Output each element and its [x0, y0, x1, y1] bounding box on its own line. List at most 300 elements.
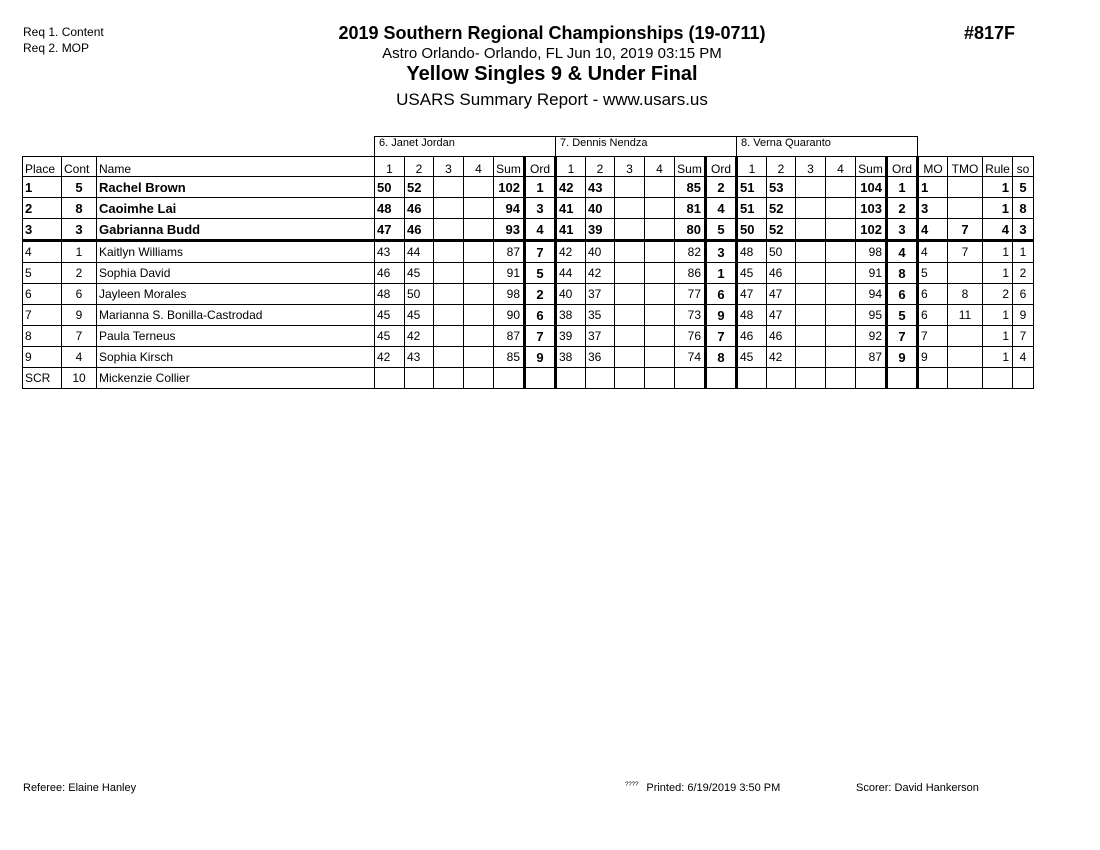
score-cell — [615, 368, 645, 389]
place-cell: 3 — [23, 219, 62, 241]
score-cell — [464, 263, 494, 284]
col-header-judge-8-ord: Ord — [887, 157, 918, 177]
column-header-row — [23, 157, 1034, 177]
so-cell: 7 — [1013, 326, 1034, 347]
rule-cell: 1 — [983, 263, 1013, 284]
score-cell — [796, 263, 826, 284]
sum-cell — [494, 368, 525, 389]
sum-cell: 98 — [856, 241, 887, 263]
score-cell — [796, 326, 826, 347]
score-cell: 41 — [556, 198, 586, 219]
col-header-judge-8-1: 1 — [737, 157, 767, 177]
contestant-cell: 4 — [62, 347, 97, 368]
score-cell — [434, 198, 464, 219]
sum-cell: 80 — [675, 219, 706, 241]
score-cell: 42 — [767, 347, 796, 368]
mo-cell: 4 — [918, 219, 948, 241]
score-cell: 43 — [586, 177, 615, 198]
sum-cell: 82 — [675, 241, 706, 263]
place-cell: 2 — [23, 198, 62, 219]
so-cell: 5 — [1013, 177, 1034, 198]
judge-header-row — [23, 137, 1034, 157]
ordinal-cell: 2 — [525, 284, 556, 305]
score-cell — [645, 368, 675, 389]
score-cell — [615, 177, 645, 198]
ordinal-cell: 8 — [887, 263, 918, 284]
so-cell — [1013, 368, 1034, 389]
mo-cell: 3 — [918, 198, 948, 219]
score-cell — [615, 284, 645, 305]
ordinal-cell: 6 — [706, 284, 737, 305]
score-cell — [434, 347, 464, 368]
ordinal-cell: 7 — [525, 326, 556, 347]
score-cell — [464, 241, 494, 263]
score-cell: 42 — [375, 347, 405, 368]
score-cell: 42 — [556, 177, 586, 198]
score-cell: 46 — [767, 263, 796, 284]
col-header-judge-7-ord: Ord — [706, 157, 737, 177]
score-cell: 40 — [586, 241, 615, 263]
tmo-cell: 7 — [948, 219, 983, 241]
contestant-cell: 7 — [62, 326, 97, 347]
ordinal-cell: 6 — [887, 284, 918, 305]
score-cell: 48 — [737, 305, 767, 326]
score-cell: 43 — [375, 241, 405, 263]
score-cell — [464, 219, 494, 241]
score-cell — [826, 368, 856, 389]
so-cell: 6 — [1013, 284, 1034, 305]
score-cell — [767, 368, 796, 389]
score-cell — [826, 263, 856, 284]
contestant-cell: 8 — [62, 198, 97, 219]
score-cell — [796, 284, 826, 305]
score-cell — [615, 241, 645, 263]
score-cell: 40 — [556, 284, 586, 305]
requirement-2: Req 2. MOP — [23, 41, 90, 55]
score-cell — [375, 368, 405, 389]
sum-cell: 73 — [675, 305, 706, 326]
contestant-cell: 10 — [62, 368, 97, 389]
score-cell — [796, 368, 826, 389]
sum-cell: 94 — [856, 284, 887, 305]
score-cell: 46 — [375, 263, 405, 284]
ordinal-cell: 3 — [887, 219, 918, 241]
score-cell — [464, 347, 494, 368]
score-cell — [645, 263, 675, 284]
rule-cell: 2 — [983, 284, 1013, 305]
mo-cell: 5 — [918, 263, 948, 284]
sum-cell: 81 — [675, 198, 706, 219]
score-cell — [464, 198, 494, 219]
score-cell — [434, 284, 464, 305]
col-header-judge-8-2: 2 — [767, 157, 796, 177]
sum-cell: 87 — [494, 326, 525, 347]
score-cell: 44 — [556, 263, 586, 284]
contestant-cell: 3 — [62, 219, 97, 241]
name-cell: Rachel Brown — [97, 177, 375, 198]
so-cell: 3 — [1013, 219, 1034, 241]
ordinal-cell: 6 — [525, 305, 556, 326]
skater-row — [23, 198, 1034, 219]
score-cell: 48 — [375, 284, 405, 305]
score-cell: 45 — [375, 326, 405, 347]
event-code: #817F — [964, 23, 1016, 43]
score-cell: 45 — [405, 305, 434, 326]
col-header-judge-6-ord: Ord — [525, 157, 556, 177]
score-cell — [615, 263, 645, 284]
score-cell — [464, 284, 494, 305]
ordinal-cell: 8 — [706, 347, 737, 368]
rule-cell: 4 — [983, 219, 1013, 241]
judge-name: 7. Dennis Nendza — [556, 137, 737, 157]
score-cell — [796, 198, 826, 219]
tmo-cell — [948, 198, 983, 219]
score-cell: 52 — [405, 177, 434, 198]
score-cell: 42 — [556, 241, 586, 263]
mo-cell: 1 — [918, 177, 948, 198]
score-cell: 42 — [586, 263, 615, 284]
score-cell: 46 — [737, 326, 767, 347]
rule-cell — [983, 368, 1013, 389]
place-cell: 9 — [23, 347, 62, 368]
score-cell — [434, 241, 464, 263]
score-cell — [796, 347, 826, 368]
score-cell: 47 — [767, 305, 796, 326]
score-cell: 44 — [405, 241, 434, 263]
sum-cell: 102 — [494, 177, 525, 198]
score-cell — [826, 347, 856, 368]
name-cell: Gabrianna Budd — [97, 219, 375, 241]
contestant-cell: 9 — [62, 305, 97, 326]
col-header-judge-7-1: 1 — [556, 157, 586, 177]
col-header-mo: MO — [918, 157, 948, 177]
rule-cell: 1 — [983, 326, 1013, 347]
rule-cell: 1 — [983, 177, 1013, 198]
sum-cell: 85 — [494, 347, 525, 368]
tmo-cell: 11 — [948, 305, 983, 326]
score-cell — [464, 177, 494, 198]
score-cell: 43 — [405, 347, 434, 368]
sum-cell: 93 — [494, 219, 525, 241]
score-cell: 53 — [767, 177, 796, 198]
sum-cell: 94 — [494, 198, 525, 219]
ordinal-cell: 5 — [887, 305, 918, 326]
col-header-place: Place — [23, 157, 62, 177]
rule-cell: 1 — [983, 305, 1013, 326]
score-cell: 39 — [556, 326, 586, 347]
score-cell: 45 — [737, 347, 767, 368]
contestant-cell: 2 — [62, 263, 97, 284]
score-cell — [615, 347, 645, 368]
col-header-judge-6-1: 1 — [375, 157, 405, 177]
col-header-so: so — [1013, 157, 1034, 177]
ordinal-cell: 5 — [525, 263, 556, 284]
score-cell — [645, 305, 675, 326]
score-cell: 42 — [405, 326, 434, 347]
competition-title: 2019 Southern Regional Championships (19-0711) — [338, 23, 766, 43]
referee-label: Referee: Elaine Hanley — [23, 782, 137, 794]
ordinal-cell: 1 — [525, 177, 556, 198]
col-header-judge-8-sum: Sum — [856, 157, 887, 177]
contestant-cell: 5 — [62, 177, 97, 198]
contestant-cell: 1 — [62, 241, 97, 263]
score-cell: 50 — [375, 177, 405, 198]
name-cell: Kaitlyn Williams — [97, 241, 375, 263]
score-cell — [645, 326, 675, 347]
score-cell — [645, 347, 675, 368]
ordinal-cell — [887, 368, 918, 389]
ordinal-cell: 4 — [706, 198, 737, 219]
sum-cell: 103 — [856, 198, 887, 219]
sum-cell: 87 — [856, 347, 887, 368]
skater-row — [23, 219, 1034, 241]
score-cell: 51 — [737, 198, 767, 219]
name-cell: Marianna S. Bonilla-Castrodad — [97, 305, 375, 326]
rule-cell: 1 — [983, 198, 1013, 219]
judge-header-spacer — [918, 137, 1034, 157]
col-header-judge-8-3: 3 — [796, 157, 826, 177]
score-cell — [796, 177, 826, 198]
score-cell: 45 — [405, 263, 434, 284]
place-cell: 8 — [23, 326, 62, 347]
score-cell: 51 — [737, 177, 767, 198]
ordinal-cell: 1 — [887, 177, 918, 198]
score-cell — [464, 305, 494, 326]
skater-row — [23, 263, 1034, 284]
ordinal-cell: 7 — [525, 241, 556, 263]
sum-cell: 90 — [494, 305, 525, 326]
score-cell — [826, 326, 856, 347]
score-cell: 47 — [767, 284, 796, 305]
score-cell: 38 — [556, 305, 586, 326]
ordinal-cell: 1 — [706, 263, 737, 284]
tiny-mark: ???? — [625, 782, 639, 788]
score-cell — [556, 368, 586, 389]
score-cell: 52 — [767, 198, 796, 219]
ordinal-cell: 4 — [525, 219, 556, 241]
mo-cell: 4 — [918, 241, 948, 263]
ordinal-cell: 4 — [887, 241, 918, 263]
score-cell: 41 — [556, 219, 586, 241]
rule-cell: 1 — [983, 241, 1013, 263]
score-cell: 46 — [405, 219, 434, 241]
score-cell — [464, 326, 494, 347]
col-header-judge-6-sum: Sum — [494, 157, 525, 177]
tmo-cell — [948, 263, 983, 284]
report-subtitle: USARS Summary Report - www.usars.us — [396, 90, 708, 109]
score-cell: 50 — [767, 241, 796, 263]
score-cell: 37 — [586, 284, 615, 305]
ordinal-cell: 9 — [706, 305, 737, 326]
col-header-judge-8-4: 4 — [826, 157, 856, 177]
score-cell — [586, 368, 615, 389]
score-cell: 39 — [586, 219, 615, 241]
sum-cell: 91 — [494, 263, 525, 284]
score-cell — [826, 284, 856, 305]
rule-cell: 1 — [983, 347, 1013, 368]
place-cell: 4 — [23, 241, 62, 263]
venue-date-line: Astro Orlando- Orlando, FL Jun 10, 2019 03:15 PM — [382, 45, 722, 62]
skater-row — [23, 326, 1034, 347]
col-header-judge-7-2: 2 — [586, 157, 615, 177]
name-cell: Paula Terneus — [97, 326, 375, 347]
score-cell — [615, 198, 645, 219]
name-cell: Sophia David — [97, 263, 375, 284]
name-cell: Sophia Kirsch — [97, 347, 375, 368]
skater-row — [23, 347, 1034, 368]
col-header-judge-6-3: 3 — [434, 157, 464, 177]
so-cell: 1 — [1013, 241, 1034, 263]
sum-cell: 77 — [675, 284, 706, 305]
score-cell — [796, 219, 826, 241]
col-header-cont: Cont — [62, 157, 97, 177]
so-cell: 8 — [1013, 198, 1034, 219]
mo-cell: 6 — [918, 284, 948, 305]
mo-cell: 6 — [918, 305, 948, 326]
sum-cell: 87 — [494, 241, 525, 263]
tmo-cell: 7 — [948, 241, 983, 263]
score-cell: 45 — [375, 305, 405, 326]
mo-cell — [918, 368, 948, 389]
sum-cell: 91 — [856, 263, 887, 284]
col-header-tmo: TMO — [948, 157, 983, 177]
place-cell: 6 — [23, 284, 62, 305]
ordinal-cell: 3 — [525, 198, 556, 219]
sum-cell: 102 — [856, 219, 887, 241]
name-cell: Mickenzie Collier — [97, 368, 375, 389]
score-cell — [615, 219, 645, 241]
skater-row — [23, 305, 1034, 326]
event-title: Yellow Singles 9 & Under Final — [406, 63, 698, 85]
score-cell — [615, 305, 645, 326]
score-cell: 50 — [737, 219, 767, 241]
score-cell: 48 — [737, 241, 767, 263]
score-cell — [434, 263, 464, 284]
ordinal-cell: 2 — [706, 177, 737, 198]
score-cell — [826, 219, 856, 241]
score-cell — [645, 241, 675, 263]
name-cell: Caoimhe Lai — [97, 198, 375, 219]
judge-name: 6. Janet Jordan — [375, 137, 556, 157]
score-cell — [434, 219, 464, 241]
skater-row — [23, 241, 1034, 263]
ordinal-cell: 3 — [706, 241, 737, 263]
ordinal-cell — [706, 368, 737, 389]
score-cell: 50 — [405, 284, 434, 305]
so-cell: 2 — [1013, 263, 1034, 284]
tmo-cell — [948, 326, 983, 347]
ordinal-cell: 9 — [887, 347, 918, 368]
scorer-label: Scorer: David Hankerson — [856, 782, 979, 794]
score-cell — [645, 177, 675, 198]
score-cell — [405, 368, 434, 389]
sum-cell: 104 — [856, 177, 887, 198]
skater-row — [23, 177, 1034, 198]
score-cell — [826, 241, 856, 263]
tmo-cell — [948, 368, 983, 389]
score-cell: 37 — [586, 326, 615, 347]
score-cell: 35 — [586, 305, 615, 326]
score-cell — [826, 198, 856, 219]
sum-cell: 85 — [675, 177, 706, 198]
sum-cell: 95 — [856, 305, 887, 326]
score-cell — [434, 177, 464, 198]
score-cell — [464, 368, 494, 389]
score-cell — [645, 198, 675, 219]
score-cell — [434, 305, 464, 326]
ordinal-cell — [525, 368, 556, 389]
col-header-rule: Rule — [983, 157, 1013, 177]
score-cell — [615, 326, 645, 347]
place-cell: 1 — [23, 177, 62, 198]
score-cell — [826, 305, 856, 326]
score-cell: 45 — [737, 263, 767, 284]
ordinal-cell: 7 — [706, 326, 737, 347]
score-cell: 48 — [375, 198, 405, 219]
requirement-1: Req 1. Content — [23, 25, 104, 39]
so-cell: 4 — [1013, 347, 1034, 368]
so-cell: 9 — [1013, 305, 1034, 326]
sum-cell — [675, 368, 706, 389]
ordinal-cell: 2 — [887, 198, 918, 219]
score-cell — [796, 305, 826, 326]
score-cell: 36 — [586, 347, 615, 368]
mo-cell: 7 — [918, 326, 948, 347]
score-cell — [826, 177, 856, 198]
sum-cell: 92 — [856, 326, 887, 347]
sum-cell: 76 — [675, 326, 706, 347]
col-header-name: Name — [97, 157, 375, 177]
printed-stamp — [625, 782, 780, 794]
skater-row — [23, 284, 1034, 305]
judge-name: 8. Verna Quaranto — [737, 137, 918, 157]
ordinal-cell: 7 — [887, 326, 918, 347]
col-header-judge-7-sum: Sum — [675, 157, 706, 177]
printed-label: Printed: 6/19/2019 3:50 PM — [646, 782, 781, 794]
score-cell: 52 — [767, 219, 796, 241]
score-cell — [737, 368, 767, 389]
score-cell — [796, 241, 826, 263]
place-cell: 5 — [23, 263, 62, 284]
mo-cell: 9 — [918, 347, 948, 368]
sum-cell: 74 — [675, 347, 706, 368]
results-table — [22, 136, 1034, 389]
ordinal-cell: 9 — [525, 347, 556, 368]
col-header-judge-6-2: 2 — [405, 157, 434, 177]
score-cell: 38 — [556, 347, 586, 368]
score-cell — [434, 326, 464, 347]
tmo-cell — [948, 177, 983, 198]
score-cell: 46 — [767, 326, 796, 347]
score-cell: 47 — [737, 284, 767, 305]
sum-cell: 98 — [494, 284, 525, 305]
skater-row — [23, 368, 1034, 389]
tmo-cell: 8 — [948, 284, 983, 305]
sum-cell: 86 — [675, 263, 706, 284]
place-cell: 7 — [23, 305, 62, 326]
ordinal-cell: 5 — [706, 219, 737, 241]
score-cell: 40 — [586, 198, 615, 219]
score-cell — [645, 284, 675, 305]
place-cell: SCR — [23, 368, 62, 389]
col-header-judge-6-4: 4 — [464, 157, 494, 177]
contestant-cell: 6 — [62, 284, 97, 305]
score-cell: 46 — [405, 198, 434, 219]
col-header-judge-7-3: 3 — [615, 157, 645, 177]
tmo-cell — [948, 347, 983, 368]
name-cell: Jayleen Morales — [97, 284, 375, 305]
score-cell — [434, 368, 464, 389]
